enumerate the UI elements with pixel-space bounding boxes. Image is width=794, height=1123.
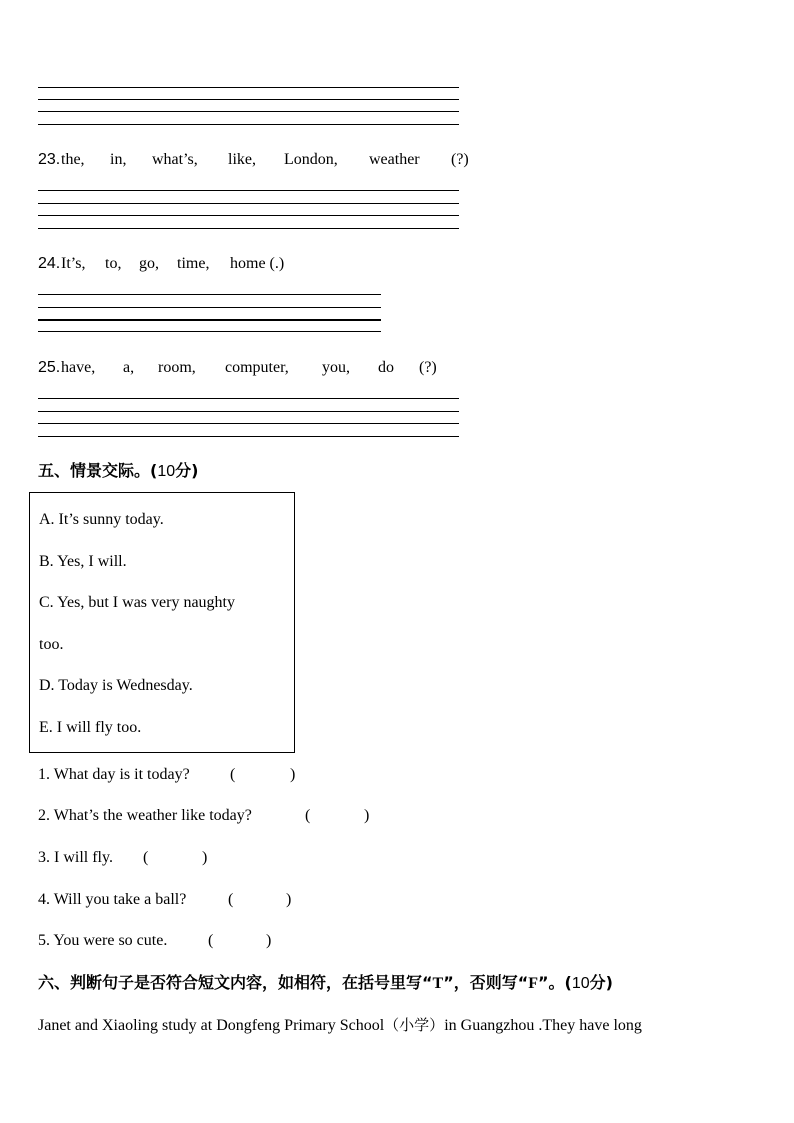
answer-blank-open: ( xyxy=(208,932,214,949)
answer-line xyxy=(38,228,459,229)
item-text: 5. You were so cute. xyxy=(38,932,168,949)
question-number: 23. xyxy=(38,151,61,168)
passage-part: Janet and Xiaoling study at Dongfeng Primary School xyxy=(38,1017,385,1034)
passage-text xyxy=(38,1015,642,1036)
section-6-title xyxy=(38,973,613,994)
word: (?) xyxy=(419,359,437,376)
answer-line xyxy=(38,294,381,295)
word: room, xyxy=(158,359,196,376)
answer-line xyxy=(38,124,459,125)
option-d: D. Today is Wednesday. xyxy=(39,677,193,694)
answer-blank-close: ) xyxy=(286,891,292,908)
word: to, xyxy=(105,255,122,272)
answer-line xyxy=(38,99,459,100)
option-c: C. Yes, but I was very naughty xyxy=(39,594,235,611)
options-box xyxy=(29,492,295,753)
dialogue-item-4 xyxy=(38,890,318,910)
word: what’s, xyxy=(152,151,198,168)
option-e: E. I will fly too. xyxy=(39,719,142,736)
answer-line xyxy=(38,87,459,88)
false-mark: F xyxy=(528,975,539,992)
item-text: 2. What’s the weather like today? xyxy=(38,807,252,824)
word: go, xyxy=(139,255,159,272)
item-text: 4. Will you take a ball? xyxy=(38,891,187,908)
answer-blank-open: ( xyxy=(143,849,149,866)
answer-blank-open: ( xyxy=(305,807,311,824)
answer-blank-close: ) xyxy=(364,807,370,824)
passage-part: in Guangzhou .They have long xyxy=(444,1017,642,1034)
answer-line xyxy=(38,319,381,321)
word: time, xyxy=(177,255,210,272)
answer-line xyxy=(38,423,459,424)
answer-line xyxy=(38,436,459,437)
word: you, xyxy=(322,359,350,376)
item-text: 1. What day is it today? xyxy=(38,766,190,783)
word: in, xyxy=(110,151,127,168)
word: like, xyxy=(228,151,256,168)
section-title-text: 六、判断句子是否符合短文内容，如相符，在括号里写“ xyxy=(38,973,433,992)
answer-blank-open: ( xyxy=(228,891,234,908)
answer-line xyxy=(38,203,459,204)
word: do xyxy=(378,359,394,376)
section-title-text: ”，否则写“ xyxy=(443,973,529,992)
answer-line xyxy=(38,190,459,191)
answer-blank-close: ) xyxy=(290,766,296,783)
answer-line xyxy=(38,411,459,412)
section-score: 10 xyxy=(571,975,590,992)
section-title-text: ”。( xyxy=(538,973,572,992)
answer-blank-open: ( xyxy=(230,766,236,783)
word: have, xyxy=(61,359,96,376)
section-title-text: 分) xyxy=(589,973,613,992)
section-score: 10 xyxy=(157,463,176,480)
answer-line xyxy=(38,331,381,332)
word: weather xyxy=(369,151,420,168)
passage-note: （小学） xyxy=(384,1016,445,1034)
dialogue-item-1 xyxy=(38,765,338,785)
section-title-text: 五、情景交际。( xyxy=(38,461,158,480)
option-c-continued: too. xyxy=(39,636,64,653)
dialogue-item-3 xyxy=(38,848,238,868)
word: a, xyxy=(123,359,135,376)
option-a: A. It’s sunny today. xyxy=(39,511,164,528)
question-23 xyxy=(38,150,478,170)
answer-line xyxy=(38,398,459,399)
question-number: 24. xyxy=(38,255,61,272)
answer-line xyxy=(38,111,459,112)
dialogue-item-2 xyxy=(38,806,398,826)
section-title-text: 分) xyxy=(175,461,199,480)
true-mark: T xyxy=(432,975,444,992)
item-text: 3. I will fly. xyxy=(38,849,113,866)
question-25 xyxy=(38,358,468,378)
word: (?) xyxy=(451,151,469,168)
answer-line xyxy=(38,215,459,216)
section-5-title xyxy=(38,461,198,482)
option-b: B. Yes, I will. xyxy=(39,553,127,570)
answer-line xyxy=(38,307,381,308)
word: London, xyxy=(284,151,338,168)
word: It’s, xyxy=(61,255,86,272)
dialogue-item-5 xyxy=(38,931,298,951)
question-24 xyxy=(38,254,338,274)
word: home (.) xyxy=(230,255,285,272)
answer-blank-close: ) xyxy=(202,849,208,866)
word: computer, xyxy=(225,359,289,376)
question-number: 25. xyxy=(38,359,61,376)
word: the, xyxy=(61,151,85,168)
answer-blank-close: ) xyxy=(266,932,272,949)
